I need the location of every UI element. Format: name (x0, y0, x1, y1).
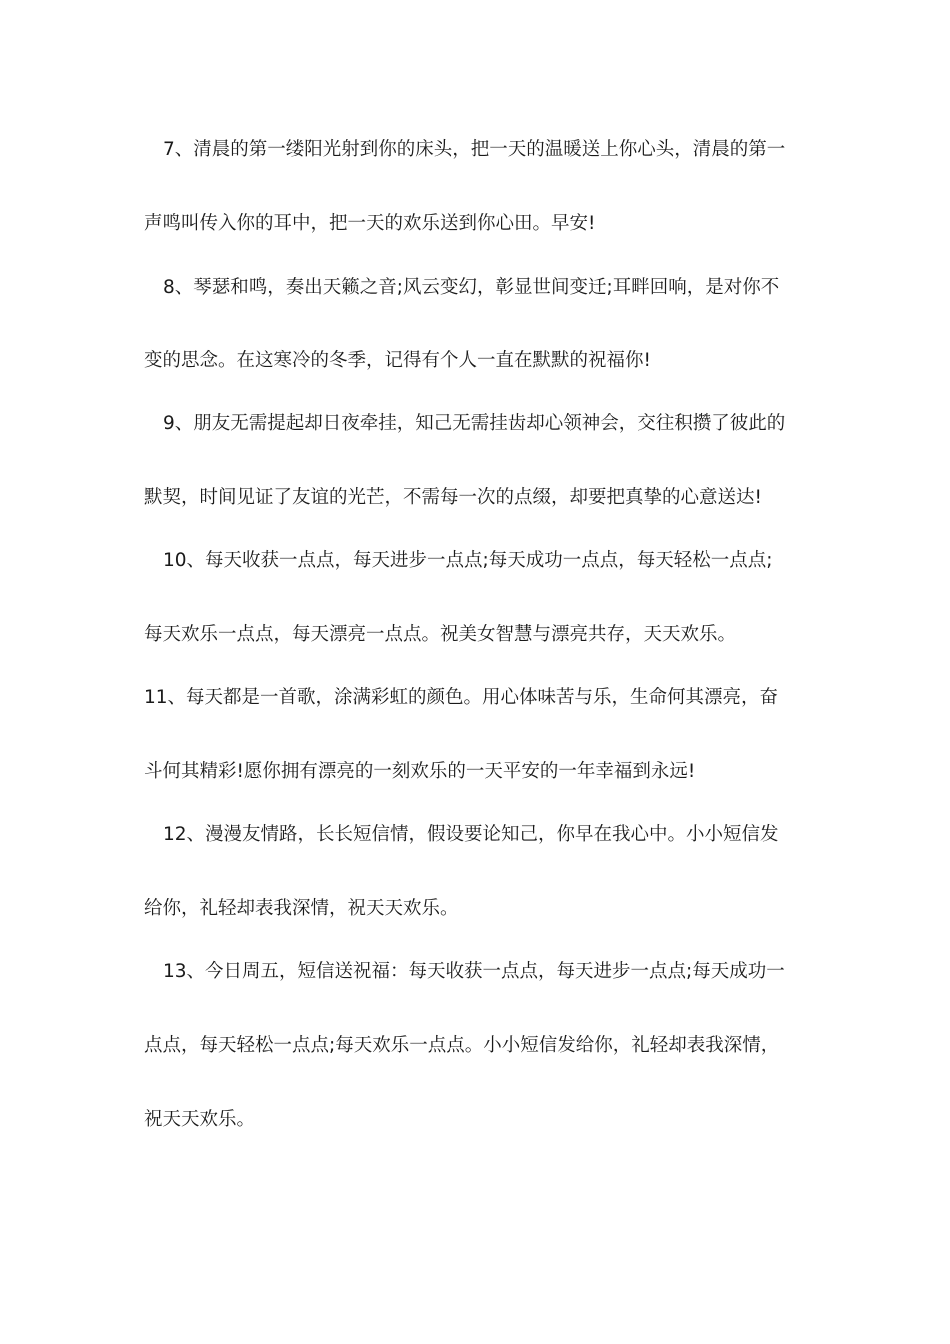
paragraph-8-line-1: 8、琴瑟和鸣，奏出天籁之音;风云变幻，彰显世间变迁;耳畔回响，是对你不 (163, 277, 780, 298)
paragraph-11-line-2: 斗何其精彩!愿你拥有漂亮的一刻欢乐的一天平安的一年幸福到永远! (144, 761, 696, 782)
paragraph-11-line-1: 11、每天都是一首歌，涂满彩虹的颜色。用心体味苦与乐，生命何其漂亮，奋 (144, 687, 779, 708)
paragraph-9-line-2: 默契，时间见证了友谊的光芒，不需每一次的点缀，却要把真挚的心意送达! (144, 487, 762, 508)
paragraph-9-line-1: 9、朋友无需提起却日夜牵挂，知己无需挂齿却心领神会，交往积攒了彼此的 (163, 413, 786, 434)
paragraph-13-line-1: 13、今日周五，短信送祝福：每天收获一点点，每天进步一点点;每天成功一 (163, 961, 785, 982)
paragraph-13-line-3: 祝天天欢乐。 (144, 1109, 256, 1130)
paragraph-12-line-2: 给你，礼轻却表我深情，祝天天欢乐。 (144, 898, 459, 919)
paragraph-7-line-1: 7、清晨的第一缕阳光射到你的床头，把一天的温暖送上你心头，清晨的第一 (163, 139, 786, 160)
paragraph-8-line-2: 变的思念。在这寒冷的冬季，记得有个人一直在默默的祝福你! (144, 350, 651, 371)
paragraph-10-line-1: 10、每天收获一点点，每天进步一点点;每天成功一点点，每天轻松一点点; (163, 550, 773, 571)
paragraph-13-line-2: 点点，每天轻松一点点;每天欢乐一点点。小小短信发给你，礼轻却表我深情， (144, 1035, 780, 1056)
paragraph-10-line-2: 每天欢乐一点点，每天漂亮一点点。祝美女智慧与漂亮共存，天天欢乐。 (144, 624, 737, 645)
paragraph-7-line-2: 声鸣叫传入你的耳中，把一天的欢乐送到你心田。早安! (144, 213, 596, 234)
paragraph-12-line-1: 12、漫漫友情路，长长短信情，假设要论知己，你早在我心中。小小短信发 (163, 824, 779, 845)
